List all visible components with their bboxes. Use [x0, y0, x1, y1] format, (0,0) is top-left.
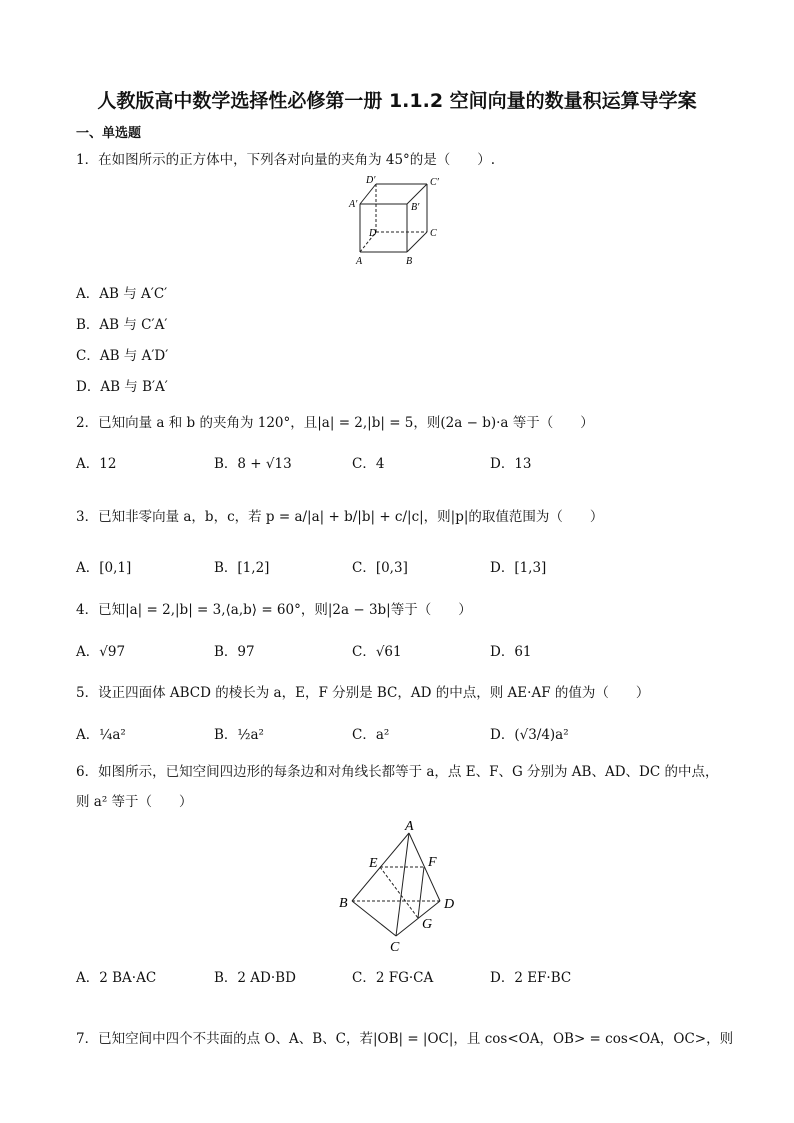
q1-option-a: A．AB 与 A′C′	[76, 286, 168, 302]
q6-option-a: A．2 BA·AC	[76, 970, 157, 986]
question-3-stem: 3．已知非零向量 a，b，c，若 p = a/|a| + b/|b| + c/|c|，则|p|的取值范围为（ ）	[76, 509, 604, 525]
label-g: G	[422, 917, 433, 932]
q3-option-c: C．[0,3]	[352, 560, 408, 576]
q3-option-b: B．[1,2]	[214, 560, 270, 576]
label-a: A	[356, 256, 363, 267]
question-2-stem: 2．已知向量 a 和 b 的夹角为 120°，且|a| = 2,|b| = 5，则(2a − b)·a 等于（ ）	[76, 415, 594, 431]
question-5-stem: 5．设正四面体 ABCD 的棱长为 a，E，F 分别是 BC，AD 的中点，则 AE·AF 的值为（ ）	[76, 685, 650, 701]
label-c-prime: C′	[430, 177, 439, 188]
cube-figure	[345, 172, 445, 267]
question-6-stem: 6．如图所示，已知空间四边形的每条边和对角线长都等于 a，点 E、F、G 分别为 AB、AD、DC 的中点，	[76, 764, 719, 780]
q5-option-c: C．a²	[352, 727, 390, 743]
label-a-prime: A′	[349, 199, 358, 210]
cube-edge	[407, 184, 427, 204]
q6-option-b: B．2 AD·BD	[214, 970, 296, 986]
label-b: B	[339, 896, 348, 911]
q6-option-d: D．2 EF·BC	[490, 970, 572, 986]
q1-option-d: D．AB 与 B′A′	[76, 379, 168, 395]
q6-option-c: C．2 FG·CA	[352, 970, 434, 986]
q2-option-d: D．13	[490, 456, 532, 472]
cube-edge	[407, 232, 427, 252]
label-f: F	[428, 855, 437, 870]
label-b: B	[406, 256, 413, 267]
label-b-prime: B′	[411, 202, 420, 213]
page-title: 人教版高中数学选择性必修第一册 1.1.2 空间向量的数量积运算导学案	[97, 90, 697, 112]
q3-option-a: A．[0,1]	[76, 560, 132, 576]
section-heading: 一、单选题	[76, 126, 142, 141]
q5-option-b: B．½a²	[214, 727, 264, 743]
tetrahedron-figure	[330, 818, 470, 958]
q3-option-d: D．[1,3]	[490, 560, 547, 576]
tetra-edge-ac	[396, 833, 409, 936]
question-7-stem: 7．已知空间中四个不共面的点 O、A、B、C，若|OB| = |OC|，且 cos<OA，OB> = cos<OA，OC>，则	[76, 1031, 734, 1047]
segment-fg	[418, 867, 424, 918]
q4-option-d: D．61	[490, 644, 532, 660]
tetra-edge-cd	[396, 901, 440, 936]
question-4-stem: 4．已知|a| = 2,|b| = 3,⟨a,b⟩ = 60°，则|2a − 3b|等于（ ）	[76, 602, 472, 618]
q4-option-a: A．√97	[76, 644, 126, 660]
tetra-edge-bc	[352, 901, 396, 936]
q4-option-c: C．√61	[352, 644, 402, 660]
q2-option-b: B．8 + √13	[214, 456, 292, 472]
question-6-stem-cont: 则 a² 等于（ ）	[76, 794, 193, 810]
cube-edge	[360, 184, 376, 204]
label-d-prime: D′	[366, 175, 376, 186]
label-c: C	[390, 940, 400, 955]
label-d: D	[444, 897, 455, 912]
question-1-stem: 1．在如图所示的正方体中，下列各对向量的夹角为 45°的是（ ）.	[76, 152, 496, 168]
label-c: C	[430, 228, 437, 239]
q2-option-a: A．12	[76, 456, 117, 472]
q5-option-a: A．¼a²	[76, 727, 126, 743]
label-e: E	[369, 856, 378, 871]
q5-option-d: D．(√3/4)a²	[490, 727, 569, 743]
q1-option-b: B．AB 与 C′A′	[76, 317, 168, 333]
q1-option-c: C．AB 与 A′D′	[76, 348, 169, 364]
q2-option-c: C．4	[352, 456, 385, 472]
label-d: D	[369, 228, 377, 239]
q4-option-b: B．97	[214, 644, 255, 660]
label-a: A	[405, 819, 414, 834]
